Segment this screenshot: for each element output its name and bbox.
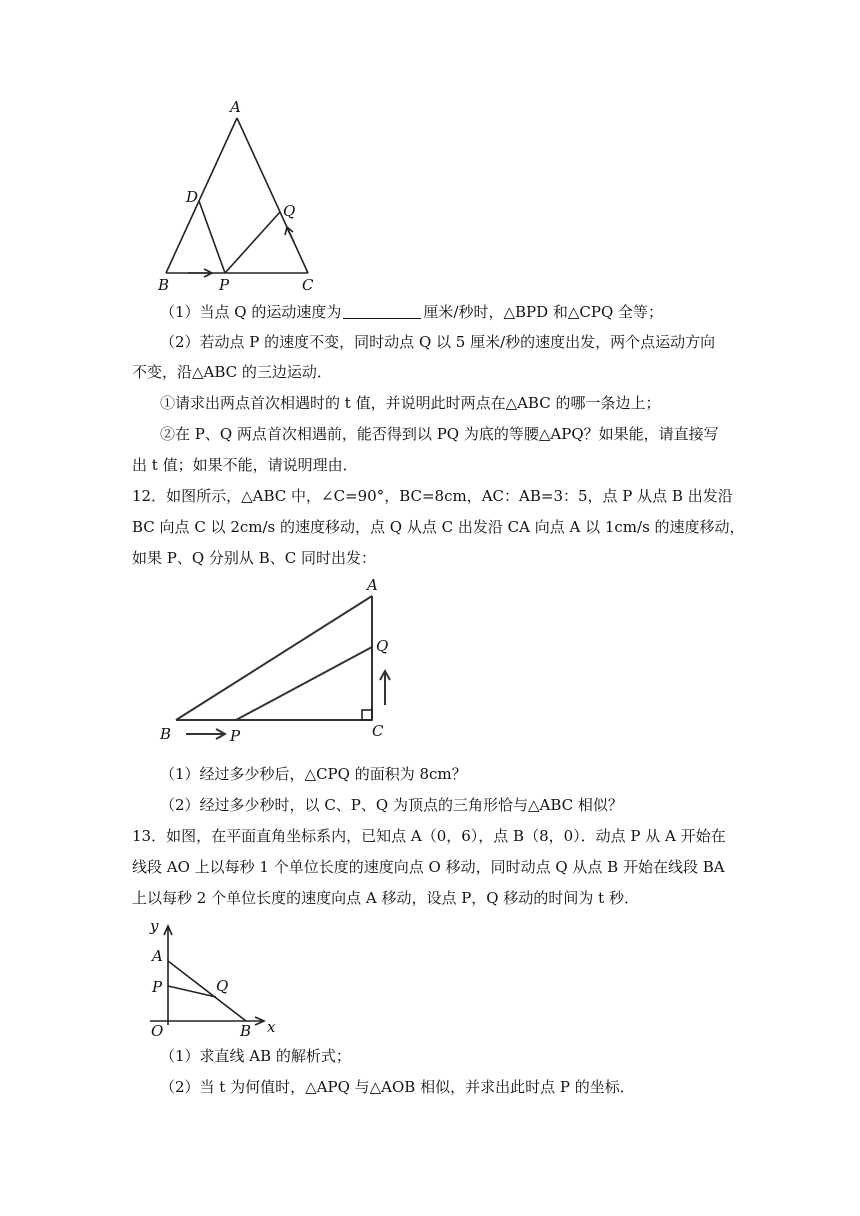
label-q: Q	[376, 637, 389, 655]
q12-line2: BC 向点 C 以 2cm/s 的速度移动，点 Q 从点 C 出发沿 CA 向点 A 以 1cm/s 的速度移动，	[132, 518, 745, 536]
figure-coordinate-plane	[0, 915, 860, 1045]
figure-right-triangle-abc	[0, 575, 860, 775]
label-c: C	[302, 276, 314, 294]
side-ac	[237, 118, 308, 273]
label-a: A	[152, 947, 163, 965]
q13-part2: （2）当 t 为何值时，△APQ 与△AOB 相似，并求出此时点 P 的坐标．	[160, 1078, 635, 1096]
q12-part2: （2）经过多少秒时，以 C、P、Q 为顶点的三角形恰与△ABC 相似？	[160, 796, 623, 814]
q11-part1	[160, 302, 663, 322]
label-d: D	[186, 188, 199, 206]
q13-line3: 上以每秒 2 个单位长度的速度向点 A 移动，设点 P，Q 移动的时间为 t 秒．	[132, 889, 639, 907]
q13-line2: 线段 AO 上以每秒 1 个单位长度的速度向点 O 移动，同时动点 Q 从点 B 开始在线段 BA	[132, 858, 725, 876]
label-q: Q	[283, 202, 296, 220]
side-ab	[176, 596, 372, 720]
q13-part1: （1）求直线 AB 的解析式；	[160, 1047, 351, 1065]
label-p: P	[219, 276, 230, 294]
q12-line3: 如果 P、Q 分别从 B、C 同时出发：	[132, 549, 376, 567]
label-o: O	[151, 1022, 164, 1040]
q11-part1-prefix: （1）当点 Q 的运动速度为	[160, 303, 342, 321]
q11-sub1: ①请求出两点首次相遇时的 t 值，并说明此时两点在△ABC 的哪一条边上；	[160, 394, 661, 412]
segment-dp	[199, 201, 225, 273]
segment-pq	[236, 647, 372, 720]
q13-line1: 13．如图，在平面直角坐标系内，已知点 A（0，6），点 B（8，0）．动点 P 从 A 开始在	[132, 827, 726, 845]
label-y: y	[150, 917, 159, 935]
label-b: B	[160, 725, 172, 743]
figure-triangle-abc-dpq	[0, 0, 860, 300]
answer-blank[interactable]	[343, 304, 421, 319]
q11-part2-line1: （2）若动点 P 的速度不变，同时动点 Q 以 5 厘米/秒的速度出发，两个点运动方向	[160, 333, 716, 351]
label-p: P	[230, 727, 241, 745]
label-b: B	[240, 1022, 252, 1040]
q11-part1-suffix: 厘米/秒时，△BPD 和△CPQ 全等；	[423, 303, 664, 321]
segment-pq	[225, 212, 280, 273]
segment-ab	[168, 961, 246, 1021]
q11-part2-line2: 不变，沿△ABC 的三边运动．	[132, 363, 332, 381]
q11-sub2-line1: ②在 P、Q 两点首次相遇前，能否得到以 PQ 为底的等腰△APQ？如果能，请直接写	[160, 425, 719, 443]
q12-line1: 12．如图所示，△ABC 中，∠C=90°，BC=8cm，AC：AB=3：5，点 P 从点 B 出发沿	[132, 487, 733, 505]
label-q: Q	[216, 977, 229, 995]
side-ab	[166, 118, 237, 273]
label-a: A	[230, 98, 241, 116]
label-x: x	[267, 1018, 276, 1036]
label-b: B	[158, 276, 170, 294]
right-angle-mark	[362, 710, 372, 720]
label-p: P	[152, 978, 163, 996]
q12-part1: （1）经过多少秒后，△CPQ 的面积为 8cm？	[160, 765, 467, 783]
label-a: A	[367, 576, 378, 594]
q11-sub2-line2: 出 t 值；如果不能，请说明理由．	[132, 456, 358, 474]
label-c: C	[372, 722, 384, 740]
